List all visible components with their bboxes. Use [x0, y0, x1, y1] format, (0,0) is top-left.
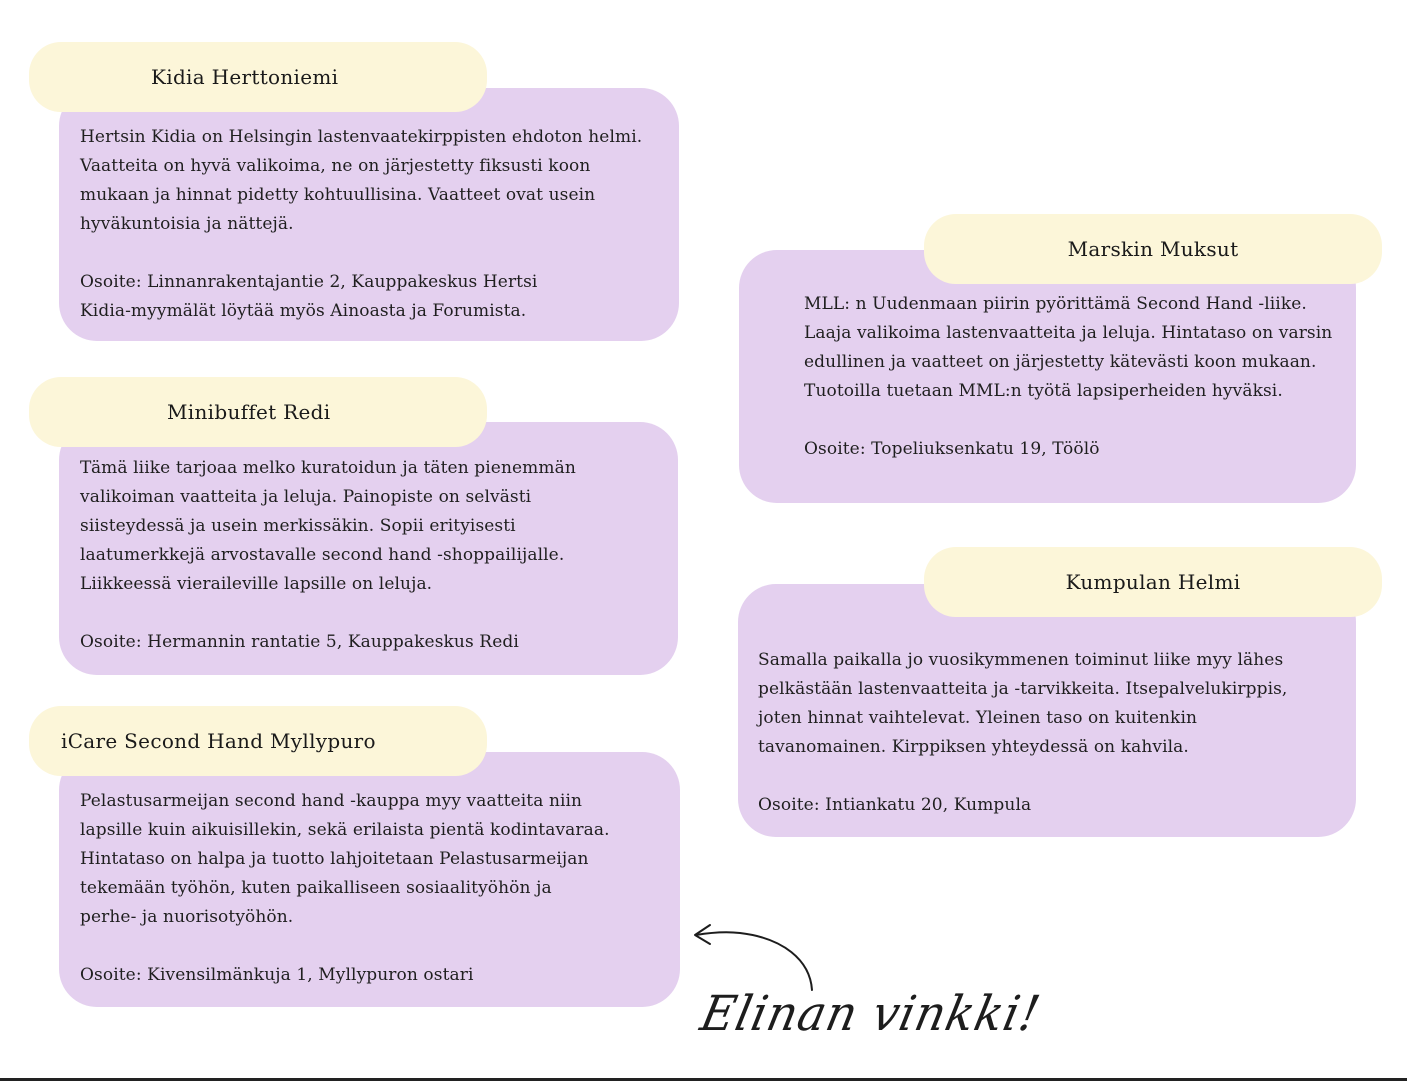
card-description-line: Samalla paikalla jo vuosikymmenen toiminut liike myy lähes: [758, 650, 1284, 670]
card-description-line: pelkästään lastenvaatteita ja -tarvikkeita. Itsepalvelukirppis,: [758, 679, 1288, 699]
card-description-line: valikoiman vaatteita ja leluja. Painopiste on selvästi: [80, 487, 532, 507]
store-card-marskin-muksut: [739, 250, 1356, 503]
store-card-kidia-herttoniemi: [59, 88, 679, 341]
card-description-line: edullinen ja vaatteet on järjestetty kätevästi koon mukaan.: [804, 352, 1317, 372]
store-card-minibuffet-redi: [59, 422, 678, 675]
card-description-line: hyväkuntoisia ja nättejä.: [80, 214, 294, 234]
card-description-line: Hertsin Kidia on Helsingin lastenvaatekirppisten ehdoton helmi.: [80, 127, 643, 147]
card-description-line: Laaja valikoima lastenvaatteita ja leluja. Hintataso on varsin: [804, 323, 1333, 343]
card-address: Osoite: Topeliuksenkatu 19, Töölö: [804, 439, 1100, 459]
store-title-icare-myllypuro: [29, 706, 487, 776]
card-address-note: Kidia-myymälät löytää myös Ainoasta ja Forumista.: [80, 301, 527, 321]
store-title-text: Marskin Muksut: [1067, 237, 1239, 261]
store-title-text: Minibuffet Redi: [167, 400, 331, 424]
signature-elinan-vinkki: Elinan vinkki!: [695, 985, 1046, 1042]
card-description-line: Pelastusarmeijan second hand -kauppa myy vaatteita niin: [80, 791, 583, 811]
card-address: Osoite: Intiankatu 20, Kumpula: [758, 795, 1032, 815]
card-address: Osoite: Kivensilmänkuja 1, Myllypuron ostari: [80, 965, 474, 985]
store-card-kumpulan-helmi: [738, 584, 1356, 837]
card-description-line: MLL: n Uudenmaan piirin pyörittämä Second Hand -liike.: [804, 294, 1307, 314]
card-address: Osoite: Linnanrakentajantie 2, Kauppakeskus Hertsi: [80, 272, 538, 292]
card-description-line: laatumerkkejä arvostavalle second hand -shoppailijalle.: [80, 545, 565, 565]
store-title-text: Kumpulan Helmi: [1065, 570, 1241, 594]
card-description-line: mukaan ja hinnat pidetty kohtuullisina. Vaatteet ovat usein: [80, 185, 596, 205]
card-description-line: siisteydessä ja usein merkissäkin. Sopii erityisesti: [80, 516, 516, 536]
card-address: Osoite: Hermannin rantatie 5, Kauppakeskus Redi: [80, 632, 519, 652]
store-title-kidia-herttoniemi: [29, 42, 487, 112]
store-card-icare-myllypuro: [59, 752, 680, 1007]
card-description-line: Tämä liike tarjoaa melko kuratoidun ja täten pienemmän: [80, 458, 576, 478]
card-description-line: Liikkeessä vieraileville lapsille on leluja.: [80, 574, 433, 594]
store-title-minibuffet-redi: [29, 377, 487, 447]
card-description-line: Hintataso on halpa ja tuotto lahjoitetaan Pelastusarmeijan: [80, 849, 589, 869]
card-description-line: tavanomainen. Kirppiksen yhteydessä on kahvila.: [758, 737, 1189, 757]
card-description-line: Tuotoilla tuetaan MML:n työtä lapsiperheiden hyväksi.: [804, 381, 1283, 401]
store-title-text: iCare Second Hand Myllypuro: [61, 729, 376, 753]
card-description-line: tekemään työhön, kuten paikalliseen sosiaalityöhön ja: [80, 878, 552, 898]
store-title-kumpulan-helmi: [924, 547, 1382, 617]
store-title-text: Kidia Herttoniemi: [151, 65, 339, 89]
card-description-line: perhe- ja nuorisotyöhön.: [80, 907, 294, 927]
card-description-line: Vaatteita on hyvä valikoima, ne on järjestetty fiksusti koon: [80, 156, 591, 176]
store-title-marskin-muksut: [924, 214, 1382, 284]
card-description-line: joten hinnat vaihtelevat. Yleinen taso on kuitenkin: [758, 708, 1198, 728]
card-description-line: lapsille kuin aikuisillekin, sekä erilaista pientä kodintavaraa.: [80, 820, 610, 840]
